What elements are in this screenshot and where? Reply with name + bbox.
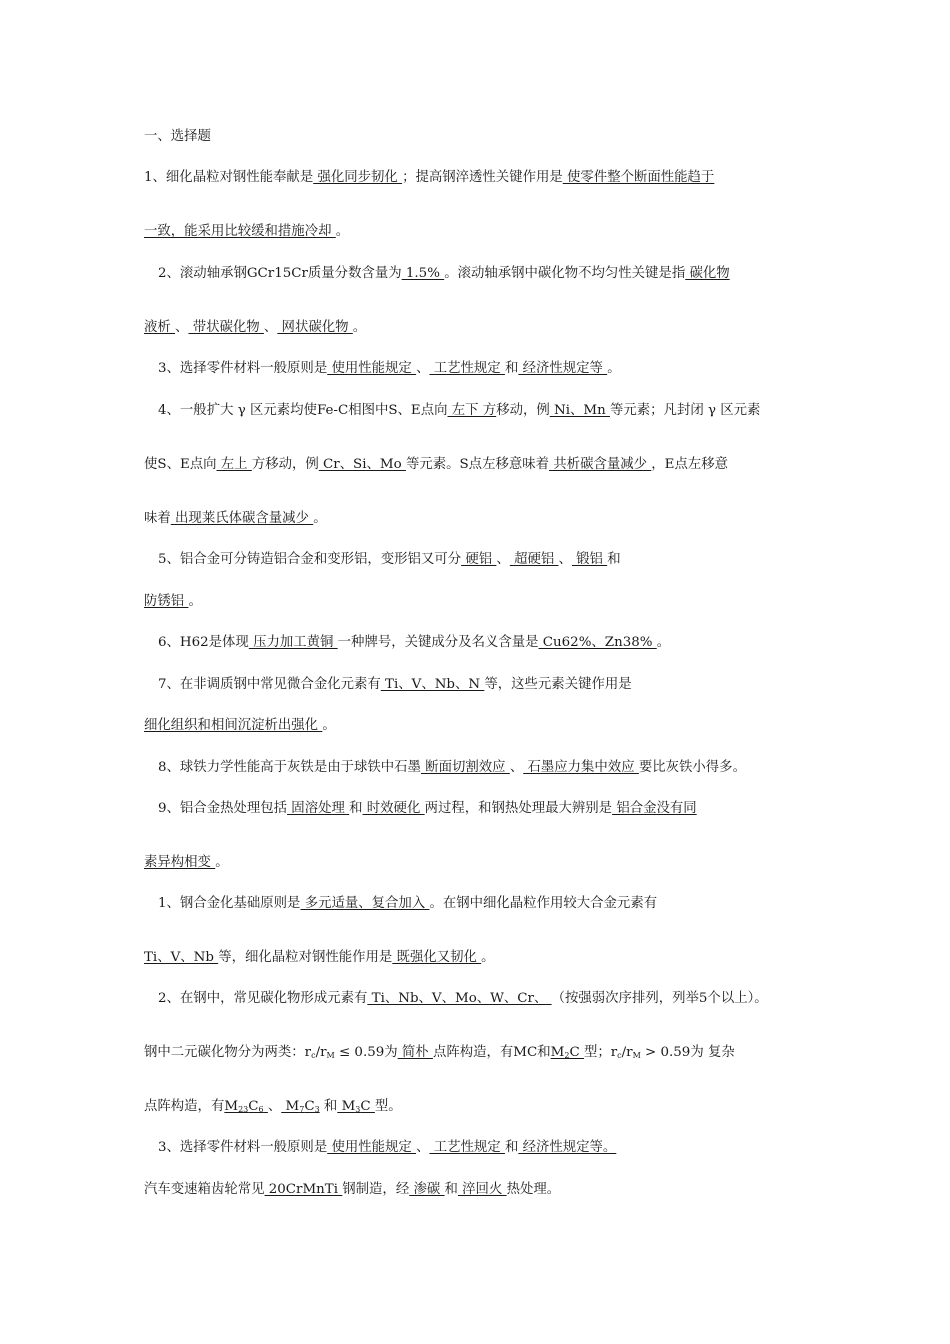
r3-line1: 3、选择零件材料一般原则是 使用性能规定 、 工艺性规定 和 经济性规定等。 xyxy=(158,1140,617,1155)
q7-line2: 细化组织和相间沉淀析出强化 。 xyxy=(144,718,336,733)
q3-line: 3、选择零件材料一般原则是 使用性能规定 、 工艺性规定 和 经济性规定等 。 xyxy=(158,361,621,376)
q4-line3: 味着 出现莱氏体碳含量减少 。 xyxy=(144,511,327,526)
q1-label: 1、细化晶粒对钢性能奉献是 xyxy=(144,170,314,185)
r3-label: 3、选择零件材料一般原则是 xyxy=(158,1140,328,1155)
q8-line: 8、球铁力学性能高于灰铁是由于球铁中石墨 断面切割效应 、 石墨应力集中效应 要比灰铁小得多。 xyxy=(158,760,746,775)
q1-line1: 1、细化晶粒对钢性能奉献是 强化同步韧化 ；提高钢淬透性关键作用是 使零件整个断面性能趋于 xyxy=(144,170,715,185)
q9-label: 9、铝合金热处理包括 xyxy=(158,801,288,816)
q2-answer1: 1.5% xyxy=(401,266,445,281)
q4-line1: 4、一般扩大 γ 区元素均使Fe-C相图中S、E点向 左下 方移动，例 Ni、Mn 等元素；凡封闭 γ 区元素 xyxy=(158,403,761,418)
q2-label: 2、滚动轴承钢GCr15Cr质量分数含量为 xyxy=(158,266,402,281)
q5-line2: 防锈铝 。 xyxy=(144,594,202,609)
r2-line3: 点阵构造，有$M_{23}C_6$ 、 $M_7C_3$ 和 $M_3C$ 型。 xyxy=(144,1099,402,1114)
q7-label: 7、在非调质钢中常见微合金化元素有 xyxy=(158,677,381,692)
q4-label: 4、一般扩大 γ 区元素均使Fe-C相图中S、E点向 xyxy=(158,403,448,418)
q5-label: 5、铝合金可分铸造铝合金和变形铝，变形铝又可分 xyxy=(158,552,462,567)
q8-label: 8、球铁力学性能高于灰铁是由于球铁中石墨 xyxy=(158,760,421,775)
section-title: 一、选择题 xyxy=(144,129,211,144)
r2-line1: 2、在钢中，常见碳化物形成元素有 Ti、Nb、V、Mo、W、Cr、 （按强弱次序排列，列举5个以上）。 xyxy=(158,991,768,1006)
q1-line2: 一致，能采用比较缓和措施冷却 。 xyxy=(144,224,350,239)
r3-line2: 汽车变速箱齿轮常见 20CrMnTi 钢制造，经 渗碳 和 淬回火 热处理。 xyxy=(144,1182,561,1197)
q1-answer1: 强化同步韧化 xyxy=(313,170,403,185)
q2-answer4: 网状碳化物 xyxy=(277,320,353,335)
r2-line2: 钢中二元碳化物分为两类：$r_c/r_M \le 0.59$为 简朴 点阵构造，有MC和$M_2C$ 型；$r_c/r_M > 0.59$为 复杂 xyxy=(144,1045,735,1060)
r2-label: 2、在钢中，常见碳化物形成元素有 xyxy=(158,991,368,1006)
q2-answer2: 碳化物 xyxy=(685,266,730,281)
r1-line2: Ti、V、Nb 等，细化晶粒对钢性能作用是 既强化又韧化 。 xyxy=(144,950,495,965)
q3-label: 3、选择零件材料一般原则是 xyxy=(158,361,328,376)
r1-label: 1、钢合金化基础原则是 xyxy=(158,896,301,911)
q4-line2: 使S、E点向 左上 方移动，例 Cr、Si、Mo 等元素。S点左移意味着 共析碳含量减少 ，E点左移意 xyxy=(144,457,729,472)
q2-line1: 2、滚动轴承钢GCr15Cr质量分数含量为 1.5% 。滚动轴承钢中碳化物不均匀性关键是指 碳化物 xyxy=(158,266,730,281)
r1-line1: 1、钢合金化基础原则是 多元适量、复合加入 。在钢中细化晶粒作用较大合金元素有 xyxy=(158,896,658,911)
q7-line1: 7、在非调质钢中常见微合金化元素有 Ti、V、Nb、N 等，这些元素关键作用是 xyxy=(158,677,632,692)
q9-line1: 9、铝合金热处理包括 固溶处理 和 时效硬化 两过程，和钢热处理最大辨别是 铝合金没有同 xyxy=(158,801,697,816)
q6-line: 6、H62是体现 压力加工黄铜 一种牌号，关键成分及名义含量是 Cu62%、Zn38% 。 xyxy=(158,635,671,650)
q6-label: 6、H62是体现 xyxy=(158,635,249,650)
q2-answer3: 带状碳化物 xyxy=(188,320,264,335)
q9-line2: 素异构相变 。 xyxy=(144,855,229,870)
q5-line1: 5、铝合金可分铸造铝合金和变形铝，变形铝又可分 硬铝 、 超硬铝 、 锻铝 和 xyxy=(158,552,621,567)
q2-line2: 液析 、 带状碳化物 、 网状碳化物 。 xyxy=(144,320,367,335)
q1-answer2: 使零件整个断面性能趋于 xyxy=(562,170,715,185)
